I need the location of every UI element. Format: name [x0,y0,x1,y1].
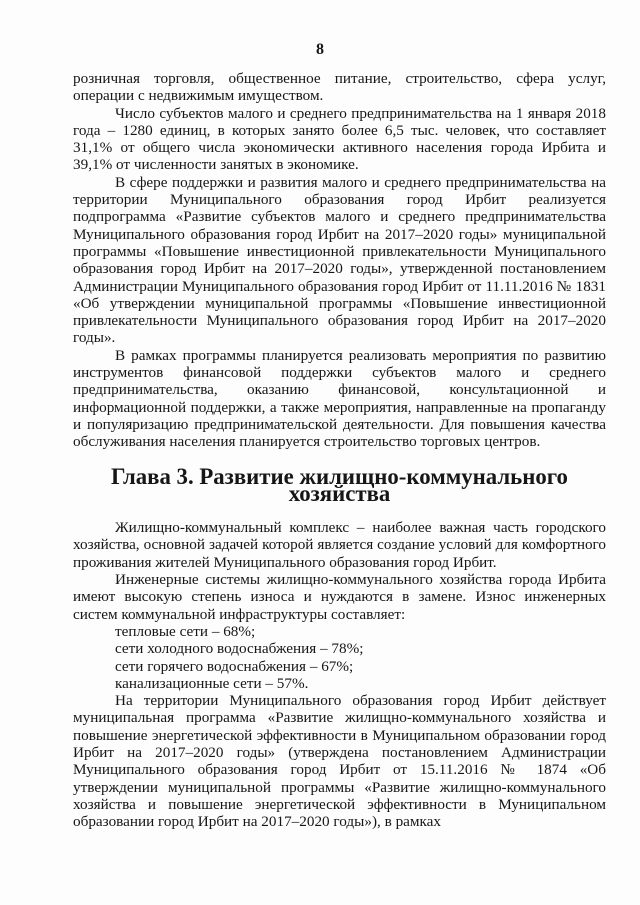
paragraph-engineering-systems: Инженерные системы жилищно-коммунального хозяйства города Ирбита имеют высокую степень износа и нуждаются в замене. Износ инженерных систем коммунальной инфраструктуры составляет: [73,571,606,623]
paragraph-sme-count: Число субъектов малого и среднего предпринимательства на 1 января 2018 года – 1280 единиц, в которых занято более 6,5 тыс. человек, что составляет 31,1% от общего числа экономически активного населения города Ирбита и 39,1% от численности занятых в экономике. [73,104,606,174]
list-item: сети горячего водоснабжения – 67%; [115,657,354,675]
paragraph-program-activities: В рамках программы планируется реализовать мероприятия по развитию инструментов финансовой поддержки субъектов малого и среднего предпринимательства, оказанию финансовой, консультационной и информационной поддержки, а также мероприятия, направленные на пропаганду и популяризацию предпринимательской деятельности. Для повышения качества обслуживания населения планируется строительство торговых центров. [73,346,606,451]
list-item: тепловые сети – 68%; [115,622,256,640]
paragraph-continued: розничная торговля, общественное питание, строительство, сфера услуг, операции с недвижимым имуществом. [73,70,606,105]
list-item: сети холодного водоснабжения – 78%; [115,640,364,658]
wear-list [73,623,606,692]
paragraph-sme-subprogram: В сфере поддержки и развития малого и среднего предпринимательства на территории Муниципального образования город Ирбит реализуется подпрограмма «Развитие субъектов малого и среднего предпринимательства Муниципального образования город Ирбит на 2017–2020 годы» муниципальной программы «Повышение инвестиционной привлекательности Муниципального образования город Ирбит на 2017–2020 годы», утвержденной постановлением Администрации Муниципального образования город Ирбит от 11.11.2016 № 1831 «Об утверждении муниципальной программы «Повышение инвестиционной привлекательности Муниципального образования город Ирбит на 2017–2020 годы». [73,173,606,347]
list-item: канализационные сети – 57%. [115,674,309,692]
chapter-heading: Глава 3. Развитие жилищно-коммунального хозяйства [111,463,568,506]
page-content [73,70,606,830]
paragraph-housing-complex: Жилищно-коммунальный комплекс – наиболее важная часть городского хозяйства, основной задачей которой является создание условий для комфортного проживания жителей Муниципального образования город Ирбит. [73,519,606,571]
page-number: 8 [316,41,324,58]
paragraph-housing-program: На территории Муниципального образования город Ирбит действует муниципальная программа «Развитие жилищно-коммунального хозяйства и повышение энергетической эффективности в Муниципальном образовании город Ирбит на 2017–2020 годы» (утверждена постановлением Администрации Муниципального образования город Ирбит от 15.11.2016 № 1874 «Об утверждении муниципальной программы «Развитие жилищно-коммунального хозяйства и повышение энергетической эффективности в Муниципальном образовании город Ирбит на 2017–2020 годы»), в рамках [73,692,606,831]
